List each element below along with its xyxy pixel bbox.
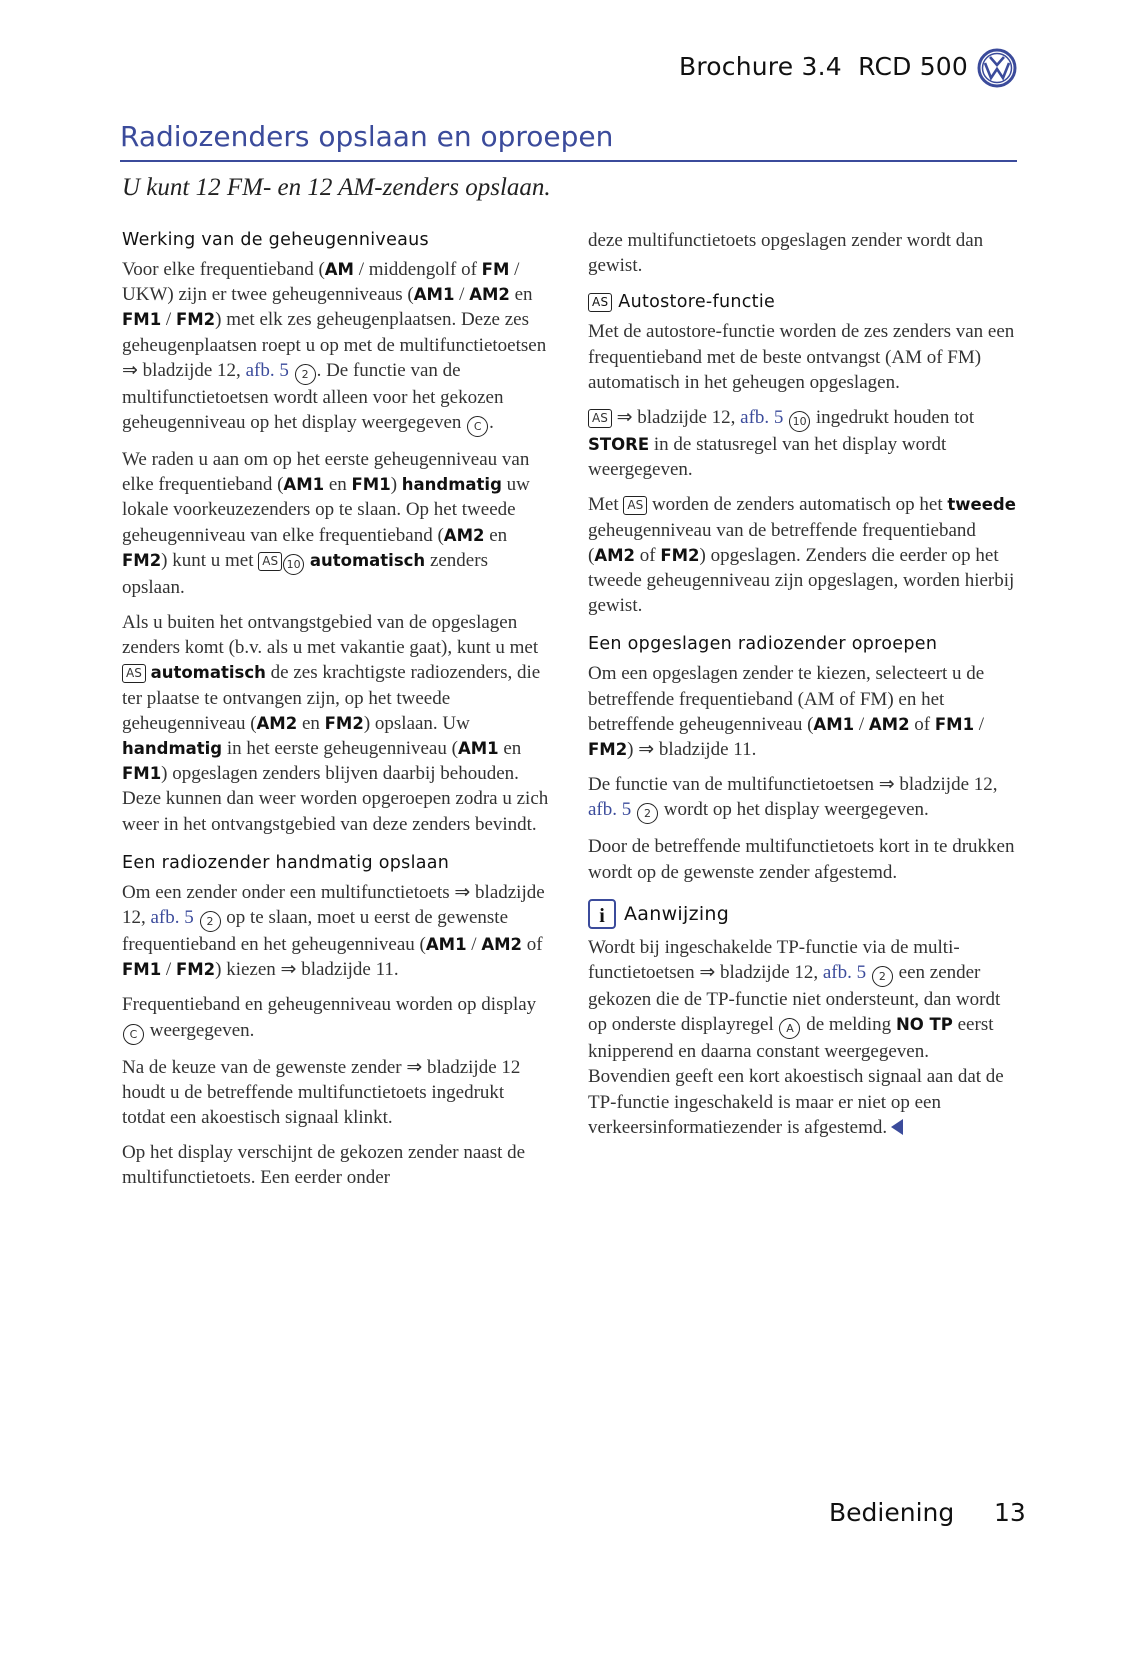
paragraph (588, 228, 1016, 278)
bold-term: FM2 (175, 960, 216, 980)
callout-circle: 2 (872, 966, 893, 987)
text-run: / (974, 713, 985, 735)
text-run: de melding (801, 1014, 896, 1036)
text-run: Om een opgeslagen zender te kiezen, selecteert u de betreffende frequentieband (AM of FM) en het betreffende geheugenniveau ( (588, 663, 985, 735)
end-of-section-triangle-icon (891, 1119, 903, 1135)
bold-term: AM2 (443, 525, 485, 545)
text-run: ) ⇒ bladzijde 11. (627, 739, 757, 761)
text-run: Met (588, 494, 624, 516)
text-run: ) opgeslagen. Zenders die eerder op het tweede geheugenniveau zijn opgeslagen, worden hierbij gewist. (588, 544, 1015, 617)
figure-link[interactable]: afb. 5 (588, 799, 632, 821)
section-heading: Een opgeslagen radiozender oproepen (588, 634, 938, 655)
text-run (866, 962, 871, 983)
note-heading (588, 899, 1016, 929)
bold-term: FM (481, 260, 510, 279)
text-run: en (324, 474, 352, 496)
bold-term: FM1 (351, 475, 391, 495)
text-run: worden de zenders automatisch op het (647, 494, 948, 516)
text-run: zenders opslaan. (122, 549, 488, 598)
bold-term: FM1 (934, 714, 975, 734)
text-run (783, 407, 788, 428)
bold-term: NO TP (895, 1015, 953, 1035)
text-run: uw lokale voorkeuzezenders op te slaan. Op het tweede geheugenniveau van elke frequentieband ( (122, 474, 530, 546)
figure-link[interactable]: afb. 5 (245, 359, 289, 381)
callout-circle: A (779, 1018, 800, 1039)
note-paragraph (588, 935, 1016, 1140)
text-run: een zender gekozen die de TP-functie niet ondersteunt, dan wordt op onderste displayregel (588, 962, 1001, 1036)
text-run: geheugenniveau van de betreffende frequentieband ( (588, 519, 976, 566)
text-run: ) kunt u met (161, 549, 259, 571)
bold-term: STORE (588, 435, 650, 455)
text-run: ) kiezen ⇒ bladzijde 11. (215, 959, 399, 981)
text-run: en (484, 524, 508, 546)
paragraph (122, 447, 552, 600)
paragraph (588, 834, 1016, 884)
text-run: Voor elke frequentieband ( (122, 259, 325, 280)
text-run: wordt op het display weergegeven. (659, 799, 929, 821)
text-run: / (454, 284, 470, 306)
bold-term: AM2 (481, 935, 522, 955)
bold-term: FM2 (122, 550, 162, 570)
text-run: ) met elk zes geheugenplaatsen. Deze zes geheugenplaatsen roept u op met de multifunctietoetsen ⇒ bladzijde 12, (122, 309, 547, 381)
section-heading: Werking van de geheugenniveaus (122, 230, 429, 250)
bold-term: FM1 (122, 764, 162, 784)
text-run: ingedrukt houden tot (811, 407, 975, 429)
as-key-icon: AS (588, 409, 612, 428)
bold-term: handmatig (122, 739, 223, 759)
info-icon-glyph: i (599, 904, 605, 927)
bold-term: AM2 (868, 714, 910, 734)
bold-term: AM1 (457, 739, 499, 759)
callout-circle: C (467, 416, 488, 437)
text-run: of (522, 934, 543, 956)
text-run: ) (390, 474, 402, 496)
bold-term: AM2 (469, 285, 510, 305)
bold-term: FM2 (660, 545, 700, 565)
text-run: Autostore-functie (612, 292, 776, 313)
bold-term: FM2 (588, 740, 628, 760)
subtitle: U kunt 12 FM- en 12 AM-zenders opslaan. (122, 174, 551, 201)
text-run: en (509, 284, 533, 306)
section-heading: Een radiozender handmatig opslaan (122, 852, 450, 873)
as-key-icon: AS (623, 496, 647, 515)
paragraph (122, 1055, 552, 1131)
as-key-icon: AS (258, 552, 282, 571)
text-run: Door de betreffende multifunctietoets kort in te drukken wordt op de gewenste zender afgestemd. (588, 836, 1015, 883)
paragraph (122, 992, 552, 1044)
callout-circle: 10 (789, 411, 810, 432)
bold-term: handmatig (401, 475, 502, 495)
text-run: Op het display verschijnt de gekozen zender naast de multifunctietoets. Een eerder onder (122, 1142, 526, 1189)
text-run: eerst knipperend en daarna constant weergegeven. Bovendien geeft een kort akoestisch signaal aan dat de TP-functie ingeschakeld is maar er niet op een verkeersinformatiezender is afgestemd. (588, 1014, 1004, 1138)
as-key-icon: AS (122, 664, 146, 683)
text-run: deze multifunctietoets opgeslagen zender wordt dan gewist. (588, 230, 984, 277)
callout-circle: 2 (200, 911, 221, 932)
text-run: Wordt bij ingeschakelde TP-functie via de multifunctietoetsen ⇒ bladzijde 12, (588, 936, 960, 984)
note-title: Aanwijzing (624, 902, 730, 925)
text-run: . De functie van de multifunctietoetsen wordt alleen voor het gekozen geheugenniveau op het display weergegeven (122, 359, 504, 434)
text-run: . (489, 412, 494, 434)
text-run: ) opslaan. Uw (363, 712, 470, 734)
right-column (588, 228, 1016, 1150)
section-heading (588, 290, 1016, 314)
text-run: ⇒ bladzijde 12, (611, 407, 741, 429)
text-run: We raden u aan om op het eerste geheugenniveau van elke frequentieband ( (122, 449, 530, 496)
text-run: de zes krachtigste radiozenders, die ter plaatse te ontvangen zijn, op het tweede geheugenniveau ( (122, 662, 541, 734)
paragraph (588, 661, 1016, 762)
bold-term: AM2 (256, 713, 298, 733)
text-run: Na de keuze van de gewenste zender ⇒ bladzijde 12 houdt u de betreffende multifunctietoets ingedrukt totdat een akoestisch signaal klinkt. (122, 1056, 521, 1129)
text-run: of (635, 544, 661, 566)
paragraph (588, 772, 1016, 824)
text-run: op te slaan, moet u eerst de gewenste frequentieband en het geheugenniveau ( (122, 907, 508, 956)
text-run: en (297, 712, 325, 734)
text-run: / (854, 713, 869, 735)
paragraph (588, 319, 1016, 395)
title-divider (120, 160, 1017, 162)
footer-section: Bediening (829, 1498, 955, 1527)
text-run (194, 907, 199, 928)
info-icon (588, 899, 616, 929)
bold-term: automatisch (309, 550, 426, 570)
text-run: weergegeven. (145, 1019, 255, 1041)
text-run: in het eerste geheugenniveau ( (222, 738, 458, 760)
text-run: en (498, 738, 522, 760)
figure-link[interactable]: afb. 5 (740, 407, 784, 429)
text-run: Om een zender onder een multifunctietoets ⇒ bladzijde 12, (122, 881, 545, 929)
text-run: / (466, 934, 482, 956)
bold-term: AM1 (425, 935, 467, 955)
vw-logo-icon (977, 48, 1017, 88)
bold-term: AM (324, 260, 354, 279)
bold-term: AM1 (813, 714, 855, 734)
bold-term: tweede (947, 495, 1016, 515)
text-run: of (909, 713, 935, 735)
paragraph (588, 405, 1016, 482)
left-column (122, 228, 552, 1201)
text-run: Als u buiten het ontvangstgebied van de opgeslagen zenders komt (b.v. als u met vakantie gaat), kunt u met (122, 612, 539, 659)
paragraph (122, 610, 552, 837)
text-run: / UKW) zijn er twee geheugenniveaus ( (122, 259, 520, 306)
text-run: / (161, 959, 176, 981)
bold-term: FM2 (324, 713, 364, 733)
bold-term: AM1 (283, 475, 325, 495)
bold-term: FM1 (122, 960, 162, 980)
text-run: Met de autostore-functie worden de zes zenders van een frequentieband met de beste ontvangst (AM of FM) automatisch in het geheugen opgeslagen. (588, 321, 1015, 393)
bold-term: FM1 (122, 310, 162, 330)
text-run (289, 360, 294, 381)
text-run: De functie van de multifunctietoetsen ⇒ bladzijde 12, (588, 774, 998, 796)
page-title: Radiozenders opslaan en oproepen (120, 120, 614, 153)
paragraph (588, 492, 1016, 618)
bold-term: automatisch (150, 663, 266, 683)
text-run: / middengolf of (353, 259, 482, 280)
paragraph (122, 257, 552, 437)
page-number: 13 (994, 1498, 1026, 1527)
callout-circle: 2 (637, 803, 658, 824)
text-run: / (161, 309, 176, 331)
paragraph (122, 880, 552, 983)
callout-circle: 2 (295, 364, 316, 385)
bold-term: AM2 (594, 545, 635, 565)
text-run: in de statusregel van het display wordt weergegeven. (588, 434, 947, 481)
text-run (631, 799, 636, 820)
figure-link[interactable]: afb. 5 (822, 962, 867, 984)
text-run: ) opgeslagen zenders blijven daarbij behouden. Deze kunnen dan weer worden opgeroepen zodra u zich weer in het ontvangstgebied van deze zenders bevindt. (122, 763, 549, 835)
as-key-icon: AS (588, 293, 612, 312)
bold-term: FM2 (175, 310, 216, 330)
brochure-header: Brochure 3.4 RCD 500 (679, 52, 969, 81)
callout-circle: C (123, 1024, 144, 1045)
bold-term: AM1 (413, 285, 455, 305)
paragraph (122, 1140, 552, 1190)
figure-link[interactable]: afb. 5 (150, 907, 194, 929)
text-run: Frequentieband en geheugenniveau worden op display (122, 994, 537, 1016)
callout-circle: 10 (283, 554, 304, 575)
